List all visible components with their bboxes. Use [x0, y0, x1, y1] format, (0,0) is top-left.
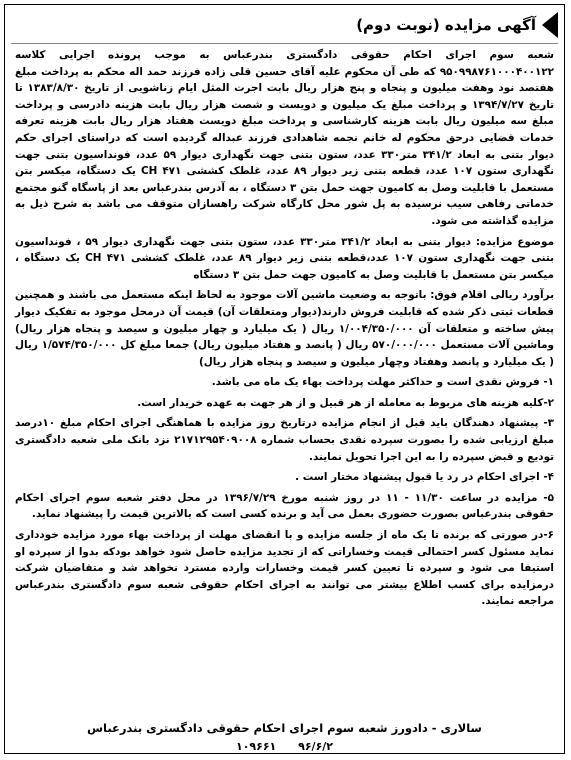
signature-line: سالاری - دادورز شعبه سوم اجرای احکام حقوقی دادگستری بندرعباس	[87, 721, 482, 735]
reference-line	[5, 740, 564, 753]
auction-notice	[4, 4, 565, 754]
condition-5: ۵- مزایده در ساعت ۱۱/۳۰ - ۱۱ در روز شنبه مورخ ۱۳۹۶/۷/۲۹ در محل دفتر شعبه سوم اجرای احکام حقوقی بندرعباس بصورت حضوری بعمل می آید و برنده کسی است که بالاترین قیمت را پیشنهاد نماید.	[15, 491, 554, 521]
valuation-paragraph: برآورد ریالی اقلام فوق: باتوجه به وضعیت ماشین آلات موجود به لحاظ اینکه مستعمل می باشند و همچنین قطعات ثبتی ذکر شده که قابلیت فروش دارند(دیوار ومتعلقات آن) قیمت آن درمحل موجود به تفکیک دیوار پیش ساخته و متعلقات آن ۱/۰۰۴/۳۵۰/۰۰۰ ریال ( یک میلیارد و چهار میلیون و سیصد و پنجاه هزار ریال) وماشین آلات مستعمل ۵۷۰/۰۰۰/۰۰۰ ریال ( پانصد و هفتاد میلیون ریال) جمعا مبلغ کل ۱/۵۷۴/۳۵۰/۰۰۰ ریال ( یک میلیارد و پانصد وهفتاد وچهار میلیون و سیصد و پنجاه هزار ریال)	[15, 289, 554, 368]
notice-body	[15, 47, 554, 614]
condition-6: ۶-در صورتی که برنده تا یک ماه از جلسه مزایده و با انقضای مهلت از پرداخت بهاء مورد مزایده خودداری نماید مسئول کسر احتمالی قیمت وخساراتی که از تجدید مزایده حاصل شود خواهد بودکه بدوا از سپرده او استیفا می شود و سپرده تا تعیین کسر قیمت وخسارات وارده مسترد نخواهد شد و متقاضیان شرکت درمزایده برای کسب اطلاع بیشتر می توانند به اجرای احکام حقوقی شعبه سوم دادگستری بندرعباس مراجعه نمایند.	[15, 529, 554, 608]
header-divider	[11, 43, 558, 44]
condition-1: ۱- فروش نقدی است و حداکثر مهلت پرداخت بهاء یک ماه می باشد.	[211, 376, 554, 389]
notice-date: ۹۶/۶/۲	[298, 740, 334, 753]
condition-2: ۲-کلیه هزینه های مربوط به معامله از هر قبیل و از هر جهت به عهده خریدار است.	[137, 396, 554, 409]
notice-header	[356, 11, 558, 39]
condition-4: ۴- اجرای احکام در رد یا قبول پیشنهاد مختار است .	[295, 471, 554, 484]
notice-title: آگهی مزایده (نوبت دوم)	[356, 16, 536, 34]
triangle-icon	[542, 12, 558, 38]
condition-3: ۳- پیشنهاد دهندگان باید قبل از انجام مزایده درتاریخ روز مزایده با هماهنگی اجرای احکام مبلغ ۱۰درصد مبلغ ارزیابی شده را بصورت سپرده نقدی بحساب شماره ۲۱۷۱۲۹۵۴۰۹۰۰۸ نزد بانک ملی شعبه دادگستری تودیع و قبض سپرده را به این اجرا تحویل نمایند.	[15, 417, 555, 463]
intro-paragraph: شعبه سوم اجرای احکام حقوقی دادگستری بندرعباس به موجب پرونده اجرایی کلاسه ۹۵۰۹۹۸۷۶۱۰۰۰۴۰۰۱۲۲ که طی آن محکوم علیه آقای حسین قلی زاده فرزند حمد اله محکم به پرداخت مبلغ هفتصد نود وهفت میلیون و پنجاه و پنج هزار ریال بابت اجرت المثل ایام زناشویی از تاریخ ۱۳۸۳/۸/۳۰ تا تاریخ ۱۳۹۴/۷/۲۷ و پرداخت مبلغ یک میلیون و دویست و شصت هزار ریال بابت هزینه دادرسی و پرداخت مبلغ سه میلیون ریال بابت هزینه کارشناسی و پرداخت مبلغ دویست هفتاد هزار ریال بابت هزینه تعرفه خدمات قضایی درحق محکوم له خانم نجمه شاهدادی فرزند عبداله گردیده است که دراستای اجرای حکم دیوار بتنی به ابعاد ۳۴۱/۲ متر۳۳۰ عدد، ستون بتنی جهت نگهداری دیوار ۵۹ عدد، فونداسیون بتنی جهت نگهداری ستون ۱۰۷ عدد، قطعه بتنی زیر دیوار ۸۹ عدد، غلطک کششی CH ۴۷۱ یک دستگاه، میکسر بتن مستعمل با قابلیت وصل به کامیون جهت حمل بتن ۳ دستگاه ، به آدرس بندرعباس بعد از پاسگاه گنو مجتمع خدماتی رفاهی سیب نرسیده به پل شور محل کارگاه شرکت راهسازان متوقف می باشد به شرح ذیل به مزایده گذاشته می شود.	[15, 49, 555, 227]
reference-number: ۱۰۹۶۶۱	[235, 740, 277, 753]
subject-paragraph: موضوع مزایده: دیوار بتنی به ابعاد ۳۴۱/۲ متر۳۳۰ عدد، ستون بتنی جهت نگهداری دیوار ۵۹ ، فونداسیون بتنی جهت نگهداری ستون ۱۰۷ عدد،قطعه بتنی زیر دیوار ۸۹ عدد، غلطک کششی CH ۴۷۱ یک دستگاه ، میکسر بتن مستعمل با قابلیت وصل به کامیون جهت حمل بتن ۳ دستگاه	[15, 235, 555, 281]
